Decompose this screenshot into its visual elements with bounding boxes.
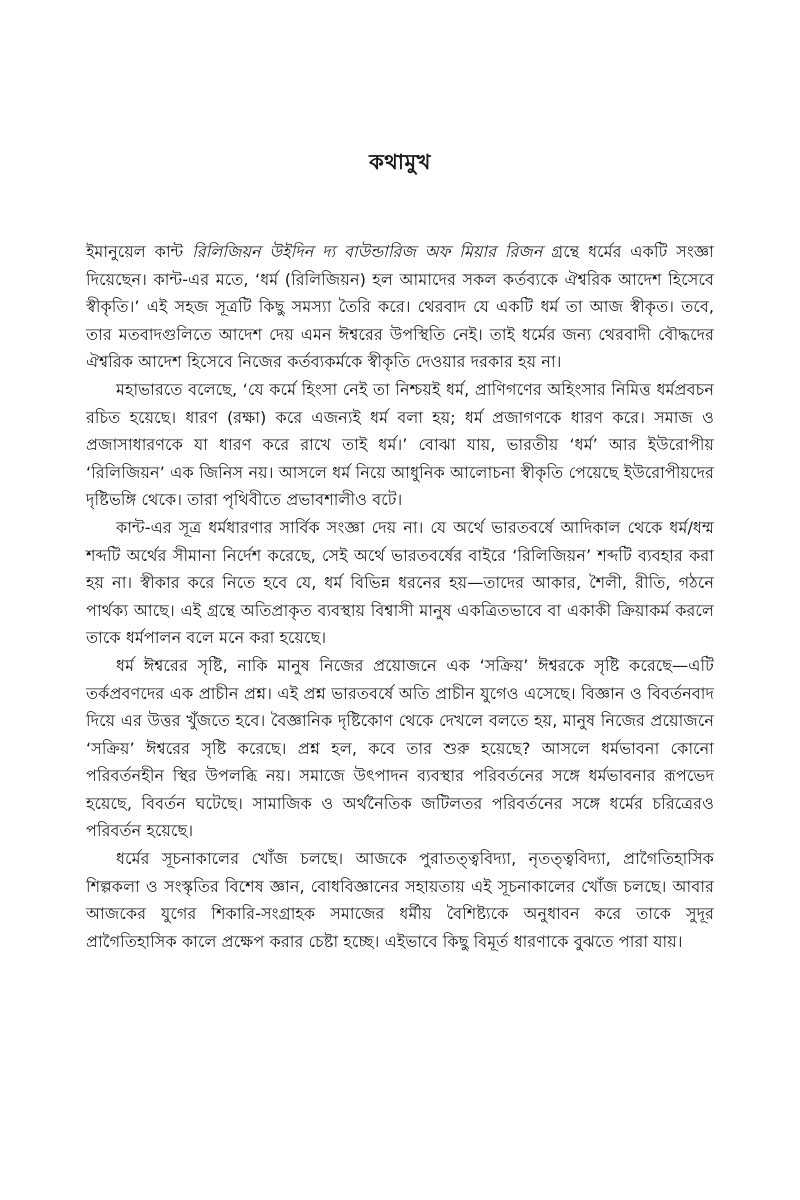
paragraph-4: ধর্ম ঈশ্বরের সৃষ্টি, নাকি মানুষ নিজের প্রয়োজনে এক ‘সক্রিয়’ ঈশ্বরকে সৃষ্টি করেছে—এটি তর্কপ্রবণদের এক প্রাচীন প্রশ্ন। এই প্রশ্ন ভারতবর্ষে অতি প্রাচীন যুগেও এসেছে। বিজ্ঞান ও বিবর্তনবাদ দিয়ে এর উত্তর খুঁজতে হবে। বৈজ্ঞানিক দৃষ্টিকোণ থেকে দেখলে বলতে হয়, মানুষ নিজের প্রয়োজনে ‘সক্রিয়’ ঈশ্বরের সৃষ্টি করেছে। প্রশ্ন হল, কবে তার শুরু হয়েছে? আসলে ধর্মভাবনা কোনো পরিবর্তনহীন স্থির উপলব্ধি নয়। সমাজে উৎপাদন ব্যবস্থার পরিবর্তনের সঙ্গে ধর্মভাবনার রূপভেদ হয়েছে, বিবর্তন ঘটেছে। সামাজিক ও অর্থনৈতিক জটিলতর পরিবর্তনের সঙ্গে ধর্মের চরিত্রেরও পরিবর্তন হয়েছে।: [86, 655, 714, 841]
chapter-title: কথামুখ: [369, 150, 431, 174]
paragraph-1-rest: গ্রন্থে ধর্মের একটি সংজ্ঞা দিয়েছেন। কান্ট-এর মতে, ‘ধর্ম (রিলিজিয়ন) হল আমাদের সকল কর্তব্যকে ঐশ্বরিক আদেশ হিসেবে স্বীকৃতি।’ এই সহজ সূত্রটি কিছু সমস্যা তৈরি করে। থেরবাদ যে একটি ধর্ম তা আজ স্বীকৃত। তবে, তার মতবাদগুলিতে আদেশ দেয় এমন ঈশ্বরের উপস্থিতি নেই। তাই ধর্মের জন্য থেরবাদী বৌদ্ধদের ঐশ্বরিক আদেশ হিসেবে নিজের কর্তব্যকর্মকে স্বীকৃতি দেওয়ার দরকার হয় না।: [86, 242, 714, 372]
paragraph-5: ধর্মের সূচনাকালের খোঁজ চলছে। আজকে পুরাতত্ত্ববিদ্যা, নৃতত্ত্ববিদ্যা, প্রাগৈতিহাসিক শিল্পকলা ও সংস্কৃতির বিশেষ জ্ঞান, বোধবিজ্ঞানের সহায়তায় এই সূচনাকালের খোঁজ চলছে। আবার আজকের যুগের শিকারি-সংগ্রাহক সমাজের ধর্মীয় বৈশিষ্ট্যকে অনুধাবন করে তাকে সুদূর প্রাগৈতিহাসিক কালে প্রক্ষেপ করার চেষ্টা হচ্ছে। এইভাবে কিছু বিমূর্ত ধারণাকে বুঝতে পারা যায়।: [86, 849, 714, 951]
body-text: [86, 238, 714, 955]
paragraph-3: কান্ট-এর সূত্র ধর্মধারণার সার্বিক সংজ্ঞা দেয় না। যে অর্থে ভারতবর্ষে আদিকাল থেকে ধর্ম/ধম্ম শব্দটি অর্থের সীমানা নির্দেশ করেছে, সেই অর্থে ভারতবর্ষের বাইরে ‘রিলিজিয়ন’ শব্দটি ব্যবহার করা হয় না। স্বীকার করে নিতে হবে যে, ধর্ম বিভিন্ন ধরনের হয়—তাদের আকার, শৈলী, রীতি, গঠনে পার্থক্য আছে। এই গ্রন্থে অতিপ্রাকৃত ব্যবস্থায় বিশ্বাসী মানুষ একত্রিতভাবে বা একাকী ক্রিয়াকর্ম করলে তাকে ধর্মপালন বলে মনে করা হয়েছে।: [86, 517, 714, 648]
paragraph-1: [86, 238, 714, 376]
paragraph-2: মহাভারতে বলেছে, ‘যে কর্মে হিংসা নেই তা নিশ্চয়ই ধর্ম, প্রাণিগণের অহিংসার নিমিত্ত ধর্মপ্রবচন রচিত হয়েছে। ধারণ (রক্ষা) করে এজন্যই ধর্ম বলা হয়; ধর্ম প্রজাগণকে ধারণ করে। সমাজ ও প্রজাসাধারণকে যা ধারণ করে রাখে তাই ধর্ম।’ বোঝা যায়, ভারতীয় ‘ধর্ম’ আর ইউরোপীয় ‘রিলিজিয়ন’ এক জিনিস নয়। আসলে ধর্ম নিয়ে আধুনিক আলোচনা স্বীকৃতি পেয়েছে ইউরোপীয়দের দৃষ্টিভঙ্গি থেকে। তারা পৃথিবীতে প্রভাবশালীও বটে।: [86, 379, 714, 510]
book-title-italic: রিলিজিয়ন উইদিন দ্য বাউন্ডারিজ অফ মিয়ার রিজন: [192, 242, 543, 261]
paragraph-1-lead: ইমানুয়েল কান্ট: [86, 242, 193, 261]
